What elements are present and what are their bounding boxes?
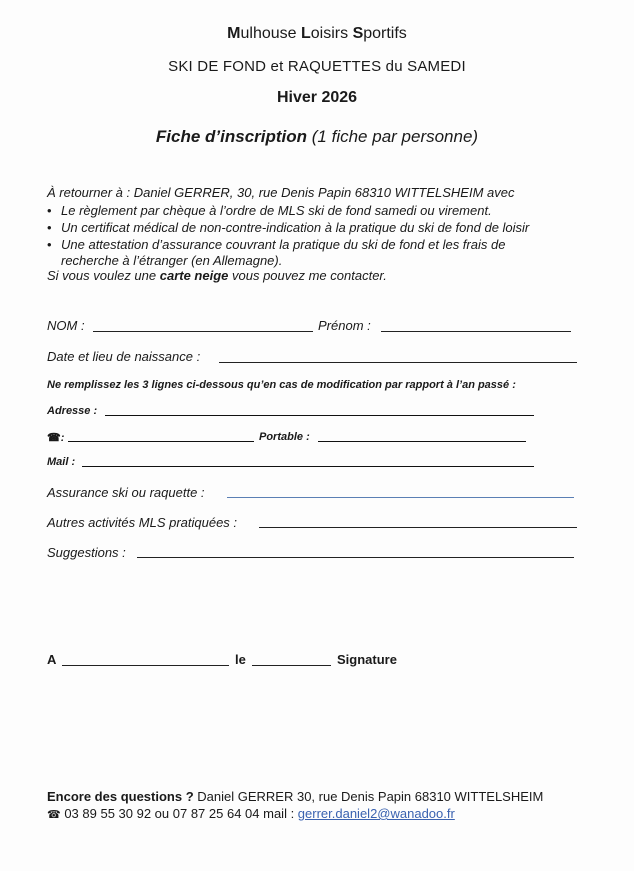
carte-neige-note: Si vous voulez une carte neige vous pouvez me contacter. — [47, 268, 387, 283]
activity-subtitle: SKI DE FOND et RAQUETTES du SAMEDI — [168, 58, 466, 75]
prenom-label: Prénom : — [318, 318, 371, 333]
list-item: • Un certificat médical de non-contre-indication à la pratique du ski de fond de loisir — [47, 220, 530, 235]
adresse-field[interactable] — [105, 415, 534, 416]
telephone-icon: ☎ — [47, 809, 61, 821]
season-title: Hiver 2026 — [276, 89, 358, 106]
assurance-label: Assurance ski ou raquette : — [47, 485, 205, 500]
email-link[interactable]: gerrer.daniel2@wanadoo.fr — [297, 806, 455, 821]
suggestions-label: Suggestions : — [47, 545, 126, 560]
nom-label: NOM : — [47, 318, 85, 333]
org-name: Mulhouse Loisirs Sportifs — [227, 25, 407, 42]
signature-label: Signature — [337, 652, 397, 667]
list-item: • Une attestation d’assurance couvrant la pratique du ski de fond et les frais de — [47, 237, 506, 252]
list-item-continued: recherche à l’étranger (en Allemagne). — [61, 253, 283, 268]
mail-field[interactable] — [82, 466, 534, 467]
birth-field[interactable] — [219, 362, 577, 363]
mail-label: Mail : — [47, 456, 76, 468]
portable-label: Portable : — [259, 431, 310, 443]
list-item: • Le règlement par chèque à l’ordre de MLS ski de fond samedi ou virement. — [47, 203, 492, 218]
footer-phones: ☎ 03 89 55 30 92 ou 07 87 25 64 04 mail : gerrer.daniel2@wanadoo.fr — [47, 806, 455, 821]
telephone-field[interactable] — [68, 441, 254, 442]
portable-field[interactable] — [318, 441, 526, 442]
birth-label: Date et lieu de naissance : — [47, 349, 201, 364]
date-label: le — [235, 652, 246, 667]
autres-activites-label: Autres activités MLS pratiquées : — [47, 515, 238, 530]
footer-contact: Encore des questions ? Daniel GERRER 30, rue Denis Papin 68310 WITTELSHEIM — [47, 789, 544, 804]
assurance-field[interactable] — [227, 497, 574, 498]
adresse-label: Adresse : — [47, 405, 98, 417]
date-field[interactable] — [252, 665, 331, 666]
prenom-field[interactable] — [381, 331, 571, 332]
lieu-label: A — [47, 652, 57, 667]
nom-field[interactable] — [93, 331, 313, 332]
suggestions-field[interactable] — [137, 557, 574, 558]
telephone-label: ☎: — [47, 432, 65, 444]
telephone-icon: ☎ — [47, 432, 61, 444]
form-title: Fiche d’inscription (1 fiche par personne) — [155, 127, 479, 146]
autres-activites-field[interactable] — [259, 527, 577, 528]
return-address: À retourner à : Daniel GERRER, 30, rue Denis Papin 68310 WITTELSHEIM avec — [47, 185, 515, 200]
lieu-field[interactable] — [62, 665, 229, 666]
modification-notice: Ne remplissez les 3 lignes ci-dessous qu’en cas de modification par rapport à l’an passé : — [47, 379, 516, 391]
